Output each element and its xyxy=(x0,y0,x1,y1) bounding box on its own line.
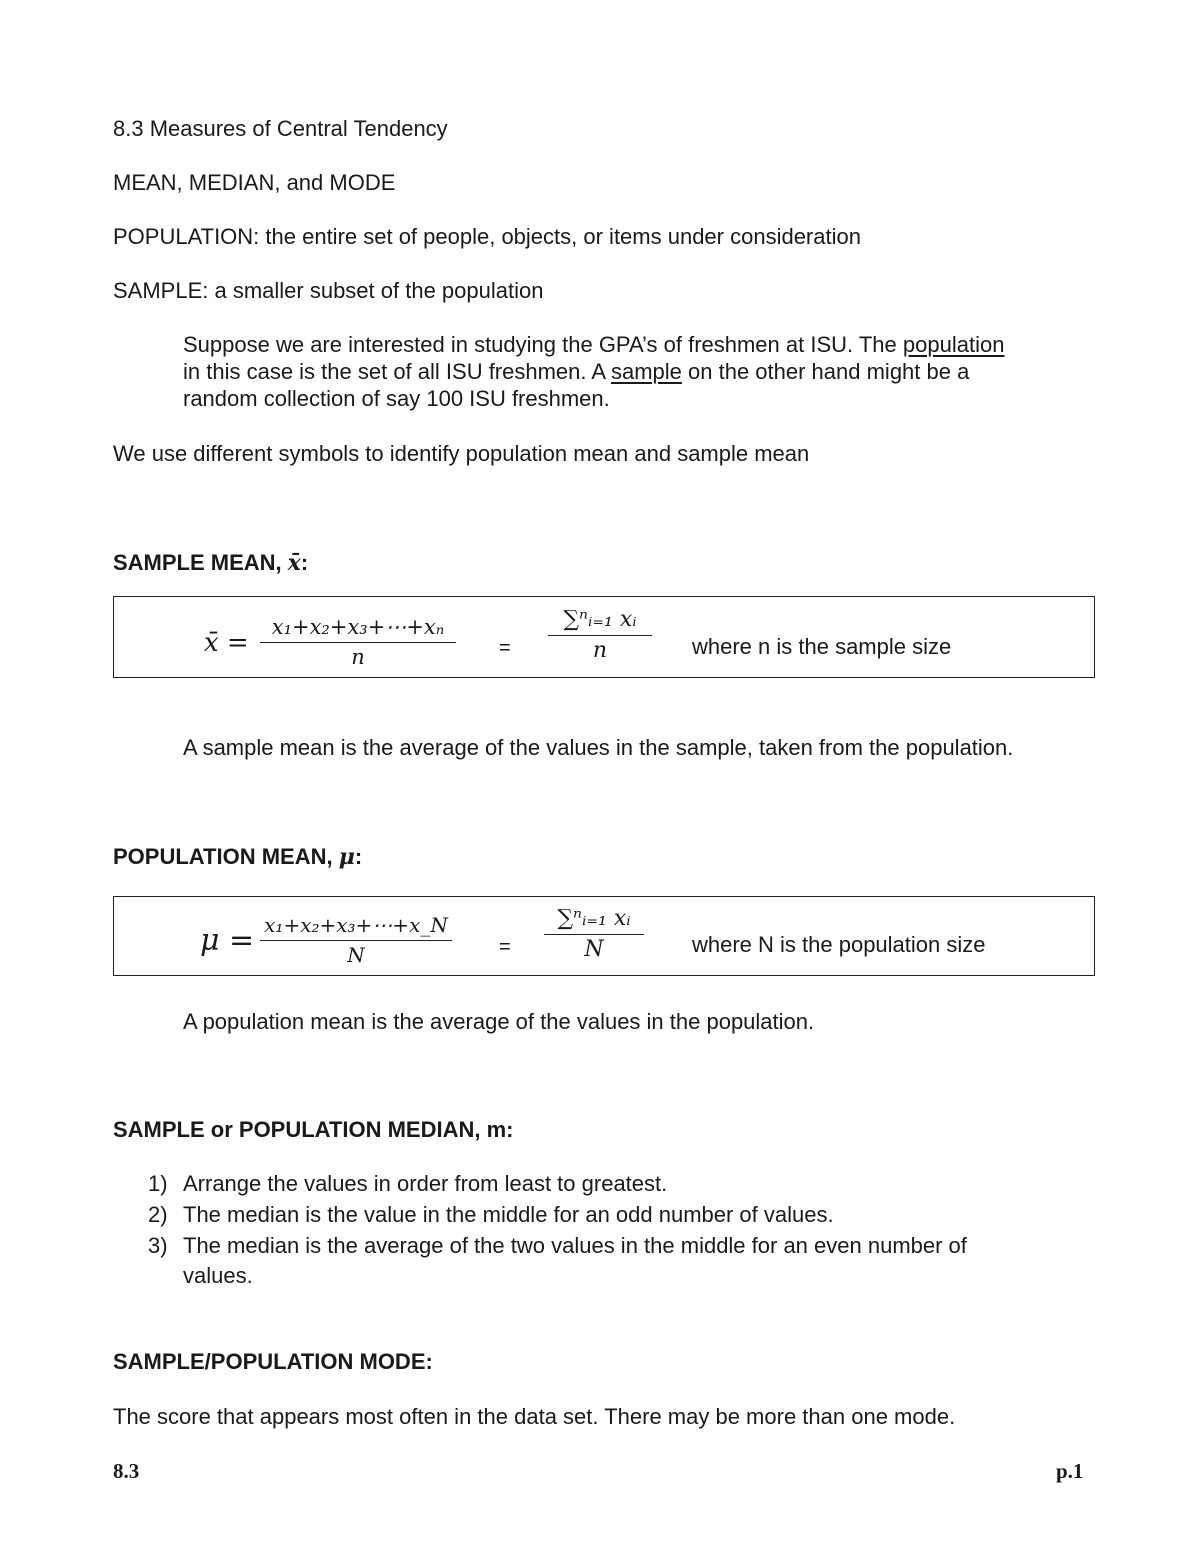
fraction-numerator: x₁+x₂+x₃+⋯+x_N xyxy=(260,913,452,941)
list-item: The median is the value in the middle for an odd number of values. xyxy=(183,1202,834,1227)
population-mean-description: A population mean is the average of the values in the population. xyxy=(183,1009,815,1034)
population-mean-heading xyxy=(113,843,362,871)
heading-colon: : xyxy=(300,550,309,575)
heading-text: POPULATION MEAN, xyxy=(113,844,339,869)
example-text: on the other hand might be a xyxy=(681,359,970,384)
sum-numerator: ∑ⁿᵢ₌₁ xᵢ xyxy=(548,607,652,636)
population-mean-fraction xyxy=(260,913,452,967)
sample-mean-formula-box xyxy=(113,596,1095,678)
sum-denominator: n xyxy=(592,638,608,663)
population-definition: POPULATION: the entire set of people, objects, or items under consideration xyxy=(113,224,861,249)
sample-mean-fraction xyxy=(260,615,456,669)
example-line-3: random collection of say 100 ISU freshmen. xyxy=(183,386,610,411)
mu-symbol: μ xyxy=(338,844,355,870)
heading-text: SAMPLE MEAN, xyxy=(113,550,288,575)
example-line-2 xyxy=(183,358,969,385)
fraction-numerator: x₁+x₂+x₃+⋯+xₙ xyxy=(260,615,456,643)
list-item-continuation: values. xyxy=(183,1263,253,1288)
equals-sign: = xyxy=(499,936,511,958)
list-item-number: 3) xyxy=(148,1233,168,1258)
median-heading: SAMPLE or POPULATION MEDIAN, m: xyxy=(113,1117,514,1142)
footer-page-number: p.1 xyxy=(1056,1459,1084,1483)
list-item: The median is the average of the two values in the middle for an even number of xyxy=(183,1233,967,1258)
list-item: Arrange the values in order from least to greatest. xyxy=(183,1171,668,1196)
fraction-denominator: N xyxy=(347,943,365,967)
population-mean-sum-fraction xyxy=(544,906,644,962)
footer-section-number: 8.3 xyxy=(113,1459,140,1483)
example-text: in this case is the set of all ISU freshmen. A xyxy=(183,359,611,384)
sample-size-note: where n is the sample size xyxy=(692,634,952,659)
population-mean-lhs: μ = xyxy=(200,923,255,958)
list-item-number: 1) xyxy=(148,1171,168,1196)
equals-sign: = xyxy=(499,637,511,659)
fraction-denominator: n xyxy=(351,645,365,669)
example-line-1 xyxy=(183,331,1004,358)
sample-mean-heading xyxy=(113,549,308,577)
x-bar-symbol: x̄ xyxy=(287,550,301,576)
section-title: 8.3 Measures of Central Tendency xyxy=(113,116,448,141)
mode-description: The score that appears most often in the data set. There may be more than one mode. xyxy=(113,1404,956,1429)
sample-mean-description: A sample mean is the average of the values in the sample, taken from the population. xyxy=(183,735,1014,760)
sample-mean-sum-fraction xyxy=(548,607,652,663)
sample-definition: SAMPLE: a smaller subset of the population xyxy=(113,278,544,303)
sample-mean-lhs: x̄ = xyxy=(204,628,249,658)
population-term: population xyxy=(902,332,1005,357)
example-text: Suppose we are interested in studying the GPA’s of freshmen at ISU. The xyxy=(183,332,903,357)
list-item-number: 2) xyxy=(148,1202,168,1227)
population-size-note: where N is the population size xyxy=(692,932,986,957)
sum-denominator: N xyxy=(584,937,604,962)
symbols-note: We use different symbols to identify population mean and sample mean xyxy=(113,441,810,466)
sample-term: sample xyxy=(610,359,682,384)
sum-numerator: ∑ⁿᵢ₌₁ xᵢ xyxy=(544,906,644,935)
subtitle: MEAN, MEDIAN, and MODE xyxy=(113,170,396,195)
population-mean-formula-box xyxy=(113,896,1095,976)
mode-heading: SAMPLE/POPULATION MODE: xyxy=(113,1349,433,1374)
heading-colon: : xyxy=(354,844,363,869)
